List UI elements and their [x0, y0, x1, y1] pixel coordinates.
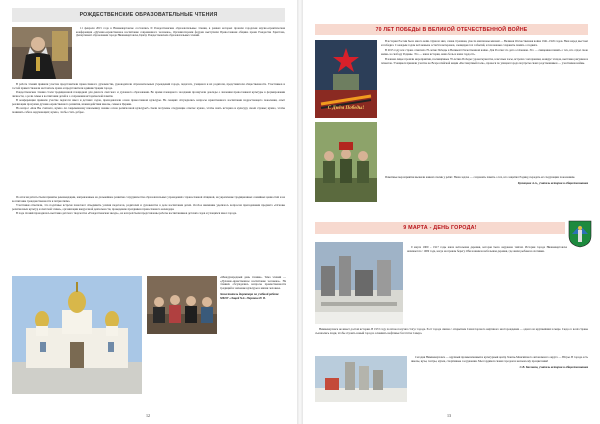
article-paragraph: Участники отметили, что подобные встречи помогают объединить усилия педагогов, родителей и духовенства в деле воспитания детей. Особое внимание уделялось вопросам преподавания предмета «Основы религиозных культур и светской этики», организации внеурочной деятельности, проведению праздников православного календаря.: [12, 204, 285, 211]
article-paragraph: Сегодня Нижневартовск — крупный промышленный и культурный центр Ханты-Мансийского автономного округа — Югры. В городе есть школы, вузы, театры, музеи, спортивные сооружения. Мы гордимся своим городом и желаем ему процветания!: [411, 356, 588, 363]
group-photo: [147, 276, 217, 334]
article-signature: С.В. Баглаева, учитель истории и обществознания: [519, 365, 588, 370]
priest-photo: [12, 27, 72, 79]
article-paragraph: На вопрос «Как Вы считаете, нужно ли современному школьнику знание основ религиозной культуры?» были получены следующие ответы: нужно, чтобы знать историю и культуру своей страны; нужно, чтобы понимать себя и окружающих; нужно, чтобы стать добрее.: [12, 107, 285, 114]
article-paragraph: В 2015 году вся страна отметила 70-летие Победы в Великой Отечественной войне. Для России это дата особенная. Это — священная память о тех, кто отдал свою жизнь за свободу Родины. Это — наша история, наша боль и наша гордость.: [381, 49, 588, 56]
monument-photo: [315, 356, 407, 402]
cathedral-photo: [12, 276, 142, 394]
article-paragraph: В истории России было много войн. Одна из них, самая страшная, унесла миллионы жизней — Великая Отечественная война 1941–1945 годов. Наш народ выстоял и победил. С каждым годом всё меньше остаётся ветеранов, очевидцев тех событий, и тем важнее сохранить память о подвиге.: [381, 40, 588, 47]
poster-caption: С Днём Победы!: [327, 106, 365, 111]
page-number: 13: [447, 413, 451, 418]
page-left: [0, 0, 297, 424]
article-paragraph: Нижневартовск не имеет долгой истории. В 1972 году посёлок получил статус города. Рост города связан с открытием Самотлорского нефтяного месторождения — одного из крупнейших в мире. Сюда со всей страны съезжались люди, чтобы строить новый город и осваивать нефтяные богатства Севера.: [315, 328, 588, 335]
article-paragraph: 9 марта 1909 – 1917 годы жила небольшая деревня, которая была окружена тайгой. История города Нижневартовска начинается с 1909 года, когда на правом берегу Оби возникла небольшая деревня, где жили рыбаки и охотники.: [407, 246, 567, 253]
parade-photo: [315, 122, 377, 202]
city-day-title: 9 МАРТА - ДЕНЬ ГОРОДА!: [315, 222, 565, 234]
victory-poster: [315, 40, 377, 118]
article-paragraph: По итогам работы были приняты рекомендации, направленные на дальнейшее развитие сотрудничества образовательных учреждений с православной общиной, на укрепление традиционных семейных ценностей и на воспитание гражданственности и патриотизма.: [12, 196, 285, 203]
article-paragraph: В нашем лицее прошли мероприятия, посвящённые 70-летию Победы: уроки мужества, классные часы, встречи с ветеранами, конкурс чтецов, выставка рисунков и плакатов. Учащиеся приняли участие во Всероссийской акции «Бессмертный полк», пронеся по улицам города портреты своих родственников — участников войны.: [381, 58, 588, 65]
page-left-title: РОЖДЕСТВЕНСКИЕ ОБРАЗОВАТЕЛЬНЫЕ ЧТЕНИЯ: [12, 8, 285, 22]
page-number: 12: [146, 413, 150, 418]
article-paragraph: Рождественские чтения стали традиционной площадкой для диалога светского и духовного образования. Во время пленарного заседания прозвучали доклады о значении православной культуры в формировании личности, о роли семьи в воспитании детей и о сохранении исторической памяти.: [12, 91, 285, 98]
article-signature: Заместитель директора по учебной работе МБОУ «Лицей №2» Пермина Н. В.: [220, 292, 279, 301]
city-photo: [315, 242, 403, 324]
article-signature: Кузнецова А.А., учитель истории и обществознания: [517, 180, 588, 185]
article-paragraph: 11 февраля 2015 года в Нижневартовске состоялись II Рождественские образовательные чтения, в рамках которых прошли городская научно-практическая конференция «Духовно-нравственное воспитание современного человека». Организаторами форума выступили Православная община храма Рождества Христова, Департамент образования города Нижневартовска, Центр Рождественских образовательных чтений.: [76, 27, 285, 38]
article-paragraph: Памятные мероприятия вызвали живой отклик у ребят. Наша задача — сохранить память о тех, кто защитил Родину, передать её следующим поколениям.: [385, 176, 576, 179]
victory-title: 70 ЛЕТ ПОБЕДЫ В ВЕЛИКОЙ ОТЕЧЕСТВЕННОЙ ВОЙНЕ: [315, 24, 588, 35]
page-right: [303, 0, 600, 424]
article-paragraph: «Международный день чтения». Тема чтений — «Духовно-нравственное воспитание человека». На чтениях обсуждались вопросы преемственности традиций и значение культуры в жизни человека.: [220, 276, 286, 290]
coat-of-arms: [568, 220, 592, 248]
article-paragraph: В конференции приняли участие педагоги школ и детских садов, преподаватели основ православной культуры. На секциях обсуждались вопросы нравственного воспитания подрастающего поколения, опыт реализации программ духовно-нравственного развития, взаимодействия школы, семьи и Церкви.: [12, 99, 285, 106]
article-paragraph: В работе чтений приняли участие представители православного духовенства, руководители образовательных учреждений города, педагоги, учащиеся и их родители, представители общественности. Участников и гостей приветствовали настоятель храма и представители администрации города.: [12, 83, 285, 90]
article-paragraph: В ходе чтений проводилась выставка детского творчества «Рождественская звезда», на которой были представлены работы воспитанников детских садов и учащихся школ города.: [16, 212, 237, 216]
